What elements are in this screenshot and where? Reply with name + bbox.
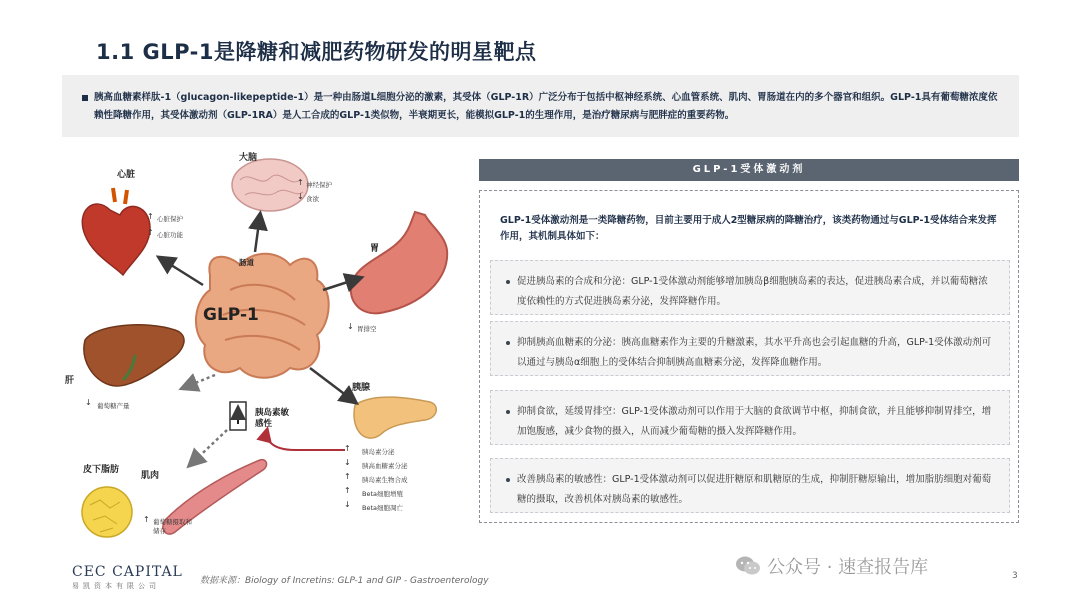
watermark-text: 公众号 · 速查报告库 — [767, 557, 929, 578]
bullet-icon — [506, 280, 510, 284]
summary-box — [62, 75, 1019, 137]
pancreas-effect-4: Beta细胞增殖 — [362, 490, 403, 498]
up-arrow-icon: ↑ — [147, 212, 154, 221]
brain-effect-1: 神经保护 — [306, 181, 332, 189]
fat-tissue-icon — [82, 487, 132, 537]
heart-effect-2: 心脏功能 — [157, 231, 183, 239]
up-arrow-icon: ↑ — [143, 515, 150, 524]
up-arrow-icon: ↑ — [344, 444, 351, 453]
up-arrow-icon: ↑ — [344, 472, 351, 481]
muscle-label: 肌肉 — [141, 471, 160, 481]
liver-label: 肝 — [65, 376, 75, 386]
heart-effect-1: 心脏保护 — [157, 215, 183, 223]
bullet-icon — [506, 410, 510, 414]
logo-name: CEC CAPITAL — [72, 564, 183, 580]
mechanism-panel — [479, 190, 1019, 523]
heart-label: 心脏 — [117, 170, 136, 180]
heart-icon — [82, 188, 150, 275]
pancreas-label: 胰腺 — [352, 383, 371, 393]
liver-icon — [84, 325, 184, 386]
page-number: 3 — [1012, 571, 1018, 581]
gut-label: 肠道 — [239, 258, 254, 267]
wechat-icon — [735, 555, 761, 577]
pancreas-effect-2: 胰高血糖素分泌 — [362, 462, 408, 470]
brain-label: 大脑 — [239, 153, 258, 163]
mechanism-text: 抑制食欲，延缓胃排空：GLP-1受体激动剂可以作用于大脑的食欲调节中枢，抑制食欲，并且能够抑制胃排空，增加饱腹感，减少食物的摄入，从而减少葡萄糖的摄入发挥降糖作用。 — [517, 406, 992, 437]
up-arrow-icon: ↑ — [344, 486, 351, 495]
square-bullet-icon — [82, 95, 88, 101]
bullet-icon — [506, 341, 510, 345]
mechanism-card — [490, 458, 1010, 513]
page-title: 1.1 GLP-1是降糖和减肥药物研发的明星靶点 — [96, 40, 537, 64]
diagram-artwork — [55, 140, 475, 580]
bullet-icon — [506, 478, 510, 482]
up-arrow-icon: ↑ — [147, 228, 154, 237]
down-arrow-icon: ↓ — [344, 500, 351, 509]
mechanism-card — [490, 321, 1010, 376]
watermark — [735, 553, 928, 579]
up-arrow-icon: ↑ — [297, 178, 304, 187]
down-arrow-icon: ↓ — [85, 398, 92, 407]
pancreas-icon — [354, 397, 436, 438]
stomach-icon — [351, 212, 447, 313]
mechanism-text: 促进胰岛素的合成和分泌：GLP-1受体激动剂能够增加胰岛β细胞胰岛素的表达，促进胰岛素合成，并以葡萄糖浓度依赖性的方式促进胰岛素分泌，发挥降糖作用。 — [517, 276, 988, 307]
mechanism-text: 抑制胰高血糖素的分泌：胰高血糖素作为主要的升糖激素，其水平升高也会引起血糖的升高，GLP-1受体激动剂可以通过与胰岛α细胞上的受体结合抑制胰高血糖素分泌，发挥降血糖作用。 — [517, 337, 992, 368]
down-arrow-icon: ↓ — [297, 192, 304, 201]
down-arrow-icon: ↓ — [347, 322, 354, 331]
pancreas-effect-5: Beta细胞凋亡 — [362, 504, 403, 512]
pancreas-effect-3: 胰岛素生物合成 — [362, 476, 408, 484]
panel-header: GLP-1受体激动剂 — [479, 159, 1019, 181]
brain-effect-2: 食欲 — [306, 195, 319, 203]
panel-intro: GLP-1受体激动剂是一类降糖药物，目前主要用于成人2型糖尿病的降糖治疗，该类药物通过与GLP-1受体结合来发挥作用，其机制具体如下： — [500, 215, 997, 242]
summary-text: 胰高血糖素样肽-1（glucagon-likepeptide-1）是一种由肠道L细胞分泌的激素，其受体（GLP-1R）广泛分布于包括中枢神经系统、心血管系统、肌肉、胃肠道在内的多个器官和组织。GLP-1具有葡萄糖浓度依赖性降糖作用，其受体激动剂（GLP-1RA）是人工合成的GLP-1类似物，半衰期更长，能模拟GLP-1的生理作用，是治疗糖尿病与肥胖症的重要药物。 — [94, 92, 998, 121]
company-logo — [72, 564, 183, 591]
mechanism-text: 改善胰岛素的敏感性：GLP-1受体激动剂可以促进肝糖原和肌糖原的生成，抑制肝糖原输出，增加脂肪细胞对葡萄糖的摄取，改善机体对胰岛素的敏感性。 — [517, 474, 992, 505]
stomach-effect: 胃排空 — [357, 325, 377, 333]
mechanism-card — [490, 390, 1010, 445]
pancreas-effect-1: 胰岛素分泌 — [362, 448, 395, 456]
fat-label: 皮下脂肪 — [83, 465, 120, 475]
liver-effect: 葡萄糖产量 — [97, 402, 130, 410]
stomach-label: 胃 — [370, 244, 380, 254]
glp1-center-label: GLP-1 — [203, 305, 259, 325]
data-source: 数据来源：Biology of Incretins: GLP-1 and GIP - Gastroenterology — [200, 576, 489, 586]
muscle-effect: 葡萄糖摄取和储存 — [153, 518, 192, 535]
mechanism-card — [490, 260, 1010, 315]
down-arrow-icon: ↓ — [344, 458, 351, 467]
insulin-sensitivity-label: 胰岛素敏感性 — [255, 408, 290, 429]
glp1-organ-diagram — [55, 140, 475, 580]
logo-subtitle: 易凯资本有限公司 — [72, 582, 160, 590]
